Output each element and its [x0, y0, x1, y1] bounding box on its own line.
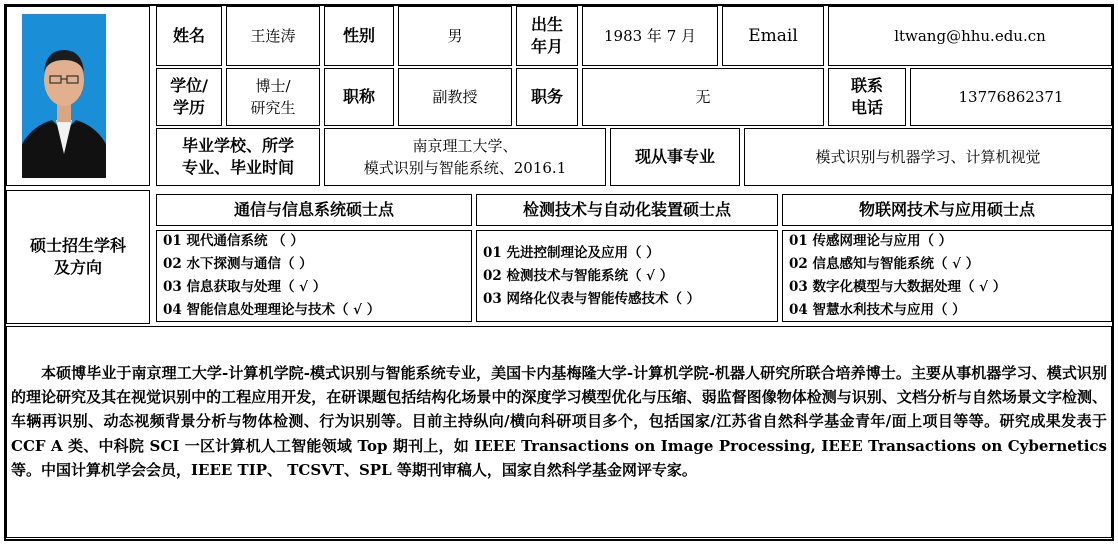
phone-label-line-2: 电话	[850, 98, 883, 117]
list-item: 03 网络化仪表与智能传感技术（ ）	[483, 290, 701, 307]
profile-photo	[22, 14, 106, 178]
person-portrait-icon	[22, 14, 106, 178]
direction-list	[476, 230, 778, 322]
phone-label-line-1: 联系	[850, 76, 883, 95]
list-item: 01 传感网理论与应用（ ）	[789, 233, 953, 249]
title-label: 职称	[324, 68, 394, 126]
direction-list	[156, 230, 472, 322]
birth-label-line-2: 年月	[530, 37, 563, 56]
email-value: ltwang@hhu.edu.cn	[828, 6, 1112, 66]
school-value-line-1: 南京理工大学、	[412, 137, 518, 155]
degree-label	[156, 68, 222, 126]
column-heading: 通信与信息系统硕士点	[156, 194, 472, 226]
gender-value: 男	[398, 6, 512, 66]
school-label-line-1: 毕业学校、所学	[181, 136, 294, 155]
degree-value-line-2: 研究生	[250, 99, 296, 117]
school-label-line-2: 专业、毕业时间	[181, 158, 294, 177]
list-item: 02 信息感知与智能系统（ √ ）	[789, 256, 980, 272]
birth-label	[516, 6, 578, 66]
enrollment-label-line-2: 及方向	[53, 258, 102, 277]
degree-value-line-1: 博士/	[255, 77, 291, 95]
list-item: 01 先进控制理论及应用（ ）	[483, 244, 660, 261]
list-item: 03 信息获取与处理（ √ ）	[163, 279, 327, 295]
degree-label-line-2: 学历	[172, 98, 205, 117]
list-item: 01 现代通信系统 （ ）	[163, 233, 304, 249]
gender-label: 性别	[324, 6, 394, 66]
enrollment-label	[6, 190, 150, 324]
school-value	[324, 128, 606, 186]
school-value-line-2: 模式识别与智能系统、2016.1	[363, 159, 567, 177]
title-value: 副教授	[398, 68, 512, 126]
name-value: 王连涛	[226, 6, 320, 66]
list-item: 04 智能信息处理理论与技术（ √ ）	[163, 302, 381, 318]
phone-value: 13776862371	[910, 68, 1112, 126]
school-label	[156, 128, 320, 186]
field-value: 模式识别与机器学习、计算机视觉	[744, 128, 1112, 186]
phone-label	[828, 68, 906, 126]
birth-label-line-1: 出生	[530, 15, 563, 34]
column-heading: 物联网技术与应用硕士点	[782, 194, 1112, 226]
column-heading: 检测技术与自动化装置硕士点	[476, 194, 778, 226]
degree-value	[226, 68, 320, 126]
list-item: 02 水下探测与通信（ ）	[163, 256, 313, 272]
direction-list	[782, 230, 1112, 322]
position-value: 无	[582, 68, 824, 126]
field-label: 现从事专业	[610, 128, 740, 186]
list-item: 03 数字化模型与大数据处理（ √ ）	[789, 279, 1007, 295]
list-item: 02 检测技术与智能系统（ √ ）	[483, 267, 674, 284]
email-label: Email	[722, 6, 824, 66]
list-item: 04 智慧水利技术与应用（ ）	[789, 302, 966, 318]
degree-label-line-1: 学位/	[170, 76, 208, 95]
bio-paragraph: 本硕博毕业于南京理工大学-计算机学院-模式识别与智能系统专业，美国卡内基梅隆大学-计算机学院-机器人研究所联合培养博士。主要从事机器学习、模式识别的理论研究及其在视觉识别中的工程应用开发，在研课题包括结构化场景中的深度学习模型优化与压缩、弱监督图像物体检测与识别、文档分析与自然场景文字检测、车辆再识别、动态视频背景分析与物体检测、行为识别等。目前主持纵向/横向科研项目多个，包括国家/江苏省自然科学基金青年/面上项目等等。研究成果发表于 CCF A 类、中科院 SCI 一区计算机人工智能领域 Top 期刊上，如 IEEE Transactions on Image Processing, IEEE Transactions on Cybernetics 等。中国计算机学会会员，IEEE TIP、 TCSVT、SPL 等期刊审稿人，国家自然科学基金网评专家。	[6, 326, 1112, 538]
name-label: 姓名	[156, 6, 222, 66]
position-label: 职务	[516, 68, 578, 126]
enrollment-label-line-1: 硕士招生学科	[29, 236, 126, 255]
birth-value: 1983 年 7 月	[582, 6, 718, 66]
